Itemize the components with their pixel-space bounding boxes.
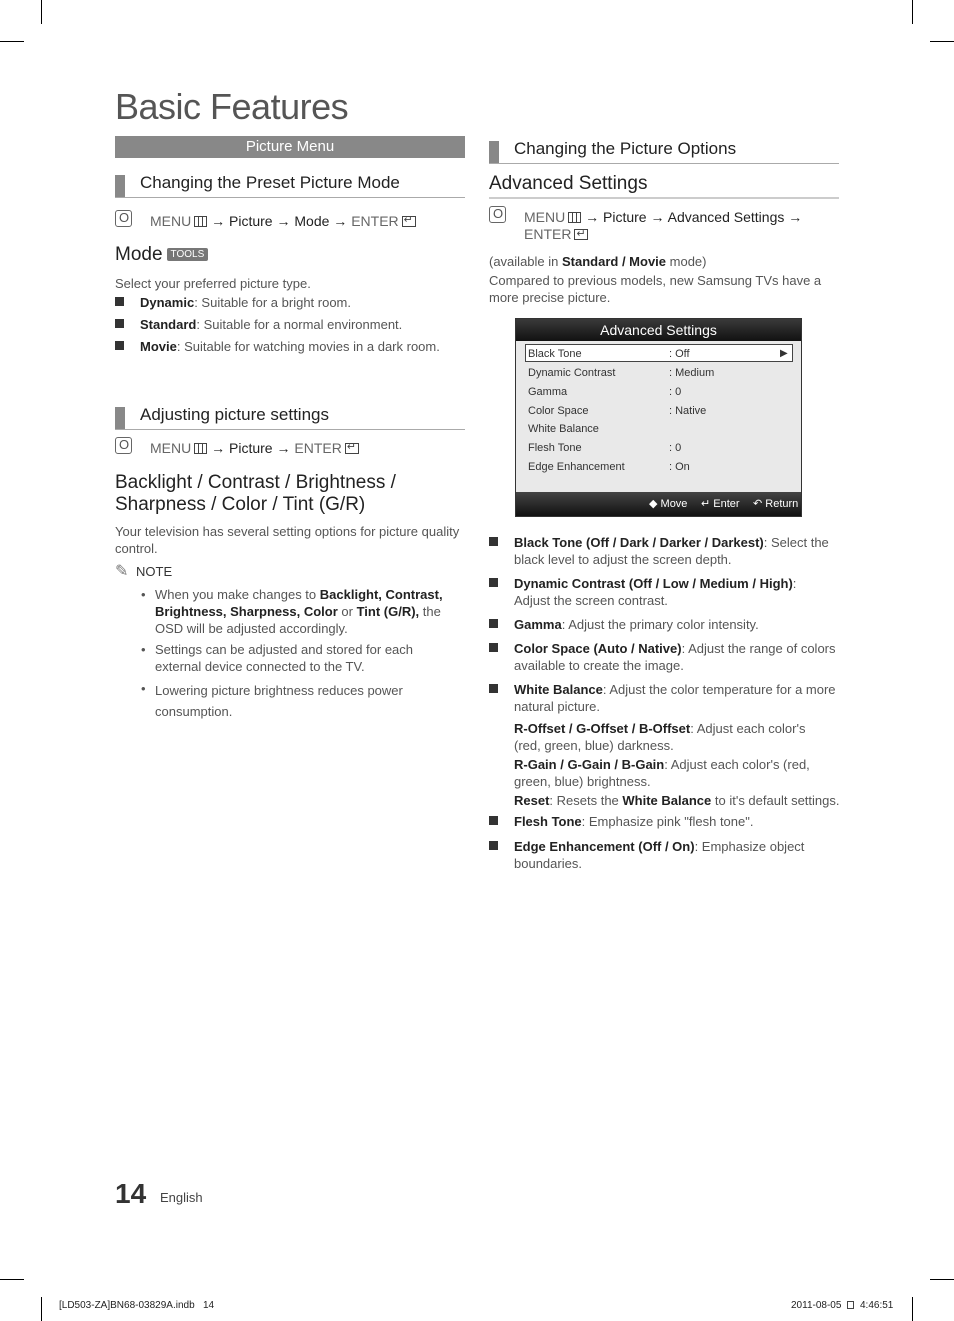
osd-row: Black Tone : Off ▶ bbox=[528, 348, 788, 360]
osd-row: White Balance bbox=[528, 423, 599, 435]
osd-title: Advanced Settings bbox=[516, 319, 801, 341]
white-balance-reset: Reset: Resets the White Balance to it's default settings. bbox=[514, 793, 840, 808]
list-item: Color Space (Auto / Native): Adjust the range of colors available to create the image. bbox=[489, 640, 839, 674]
advanced-settings-heading: Advanced Settings bbox=[489, 173, 839, 199]
bullet-square bbox=[489, 684, 498, 693]
section-marker bbox=[115, 175, 125, 197]
osd-row: Gamma : 0 bbox=[528, 386, 682, 398]
crop-mark bbox=[41, 0, 42, 24]
list-item: Standard: Suitable for a normal environment. bbox=[115, 316, 465, 333]
backlight-heading: Backlight / Contrast / Brightness / Sharpness / Color / Tint (G/R) bbox=[115, 472, 396, 515]
move-icon: ◆ bbox=[649, 498, 658, 510]
section-heading: Changing the Preset Picture Mode bbox=[140, 173, 400, 192]
compare-note: Compared to previous models, new Samsung TVs have a more precise picture. bbox=[489, 273, 822, 305]
page-number: 14 bbox=[115, 1178, 147, 1209]
menu-icon bbox=[194, 443, 207, 454]
section-picture-options bbox=[489, 139, 839, 164]
menu-icon bbox=[568, 212, 581, 223]
note-item: • Lowering picture brightness reduces power consumption. bbox=[141, 681, 403, 719]
osd-advanced-settings bbox=[515, 318, 802, 517]
backlight-intro: Your television has several setting options for picture quality control. bbox=[115, 524, 460, 556]
list-item: Movie: Suitable for watching movies in a dark room. bbox=[115, 338, 465, 355]
move-hint: ◆ Move bbox=[649, 498, 688, 510]
note-item: • Settings can be adjusted and stored for each external device connected to the TV. bbox=[141, 642, 414, 674]
list-item: Flesh Tone: Emphasize pink "flesh tone". bbox=[489, 813, 839, 830]
list-item: Edge Enhancement (Off / On): Emphasize object boundaries. bbox=[489, 838, 839, 872]
enter-icon bbox=[402, 216, 416, 227]
print-timestamp: 2011-08-05 4:46:51 bbox=[791, 1300, 894, 1311]
note-item: • When you make changes to Backlight, Contrast, Brightness, Sharpness, Color or Tint (G/R), the OSD will be adjusted accordingly. bbox=[141, 587, 443, 636]
section-preset-picture-mode bbox=[115, 173, 465, 198]
menu-path: MENU → Picture → Advanced Settings → ENTER↵ bbox=[524, 209, 824, 243]
menu-icon bbox=[194, 216, 207, 227]
time-icon bbox=[847, 1301, 854, 1309]
availability-note: (available in Standard / Movie mode) bbox=[489, 254, 707, 269]
list-item: Black Tone (Off / Dark / Darker / Darkest): Select the black level to adjust the screen depth. bbox=[489, 534, 839, 568]
section-heading: Adjusting picture settings bbox=[140, 405, 329, 424]
osd-footer bbox=[516, 492, 801, 516]
menu-shortcut-icon bbox=[115, 437, 132, 454]
menu-path: MENU → Picture → ENTER↵ bbox=[150, 440, 359, 456]
bullet-square bbox=[489, 643, 498, 652]
language-label: English bbox=[160, 1190, 203, 1205]
enter-icon: ↵ bbox=[701, 498, 711, 510]
crop-mark bbox=[930, 1279, 954, 1280]
osd-row: Flesh Tone : 0 bbox=[528, 442, 682, 454]
enter-icon bbox=[574, 229, 588, 240]
crop-mark bbox=[0, 1279, 24, 1280]
white-balance-gain: R-Gain / G-Gain / B-Gain: Adjust each color's (red, green, blue) brightness. bbox=[514, 757, 810, 789]
bullet-square bbox=[489, 537, 498, 546]
crop-mark bbox=[912, 0, 913, 24]
menu-shortcut-icon bbox=[489, 206, 506, 223]
menu-path: MENU → Picture → Mode → ENTER↵ bbox=[150, 213, 416, 229]
list-item: Dynamic: Suitable for a bright room. bbox=[115, 294, 465, 311]
play-arrow-icon: ▶ bbox=[780, 348, 788, 359]
bullet-square bbox=[115, 297, 124, 306]
crop-mark bbox=[41, 1297, 42, 1321]
mode-intro: Select your preferred picture type. bbox=[115, 276, 311, 291]
note-label: ✎ NOTE bbox=[115, 563, 173, 580]
osd-row: Color Space : Native bbox=[528, 405, 707, 417]
tools-badge: TOOLS bbox=[167, 248, 209, 261]
list-item: Dynamic Contrast (Off / Low / Medium / High): Adjust the screen contrast. bbox=[489, 575, 839, 609]
file-info: [LD503-ZA]BN68-03829A.indb 14 bbox=[59, 1300, 215, 1311]
enter-hint: ↵ Enter bbox=[701, 498, 740, 510]
menu-shortcut-icon bbox=[115, 210, 132, 227]
pencil-icon: ✎ bbox=[115, 563, 129, 580]
bullet-square bbox=[115, 319, 124, 328]
crop-mark bbox=[930, 41, 954, 42]
picture-menu-bar: Picture Menu bbox=[115, 136, 465, 158]
crop-mark bbox=[912, 1297, 913, 1321]
white-balance-offset: R-Offset / G-Offset / B-Offset: Adjust each color's (red, green, blue) darkness. bbox=[514, 721, 806, 753]
bullet-square bbox=[489, 841, 498, 850]
section-adjusting-picture bbox=[115, 405, 465, 430]
enter-icon bbox=[345, 443, 359, 454]
return-icon: ↶ bbox=[753, 498, 763, 510]
osd-row: Dynamic Contrast : Medium bbox=[528, 367, 715, 379]
bullet-square bbox=[115, 341, 124, 350]
bullet-square bbox=[489, 578, 498, 587]
bullet-square bbox=[489, 816, 498, 825]
section-marker bbox=[115, 407, 125, 429]
list-item: Gamma: Adjust the primary color intensity. bbox=[489, 616, 839, 633]
osd-row: Edge Enhancement : On bbox=[528, 461, 690, 473]
section-marker bbox=[489, 141, 499, 163]
mode-heading: Mode TOOLS bbox=[115, 244, 208, 266]
return-hint: ↶ Return bbox=[753, 498, 799, 510]
crop-mark bbox=[0, 41, 24, 42]
page-title: Basic Features bbox=[115, 86, 349, 127]
list-item: White Balance: Adjust the color temperature for a more natural picture. bbox=[489, 681, 839, 715]
section-heading: Changing the Picture Options bbox=[514, 139, 737, 158]
bullet-square bbox=[489, 619, 498, 628]
